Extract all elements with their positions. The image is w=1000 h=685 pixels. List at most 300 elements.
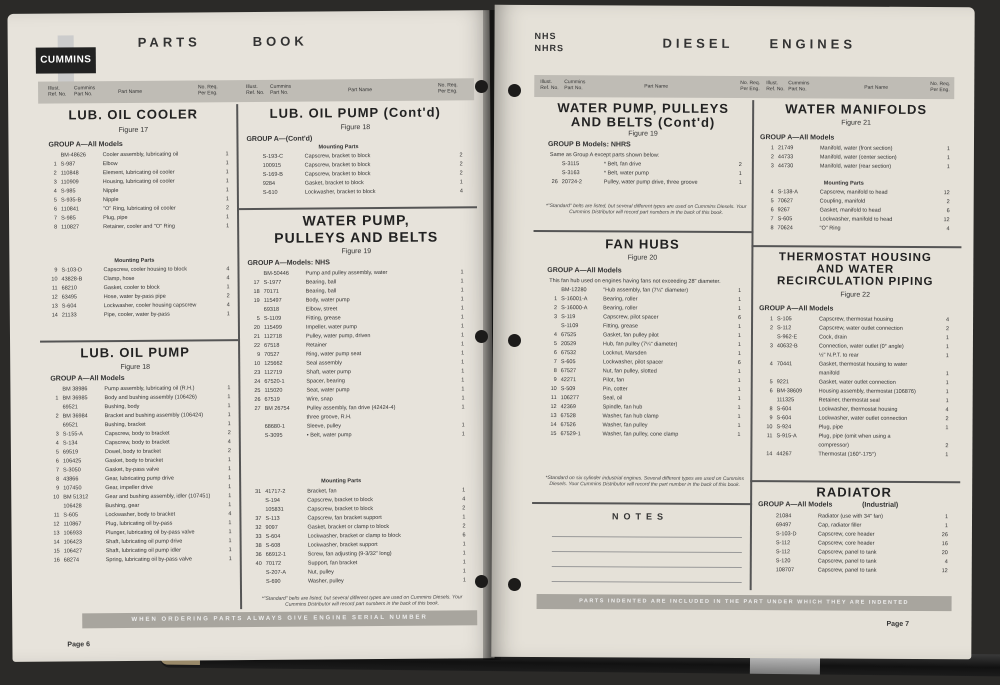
cell-quantity: 4 <box>944 559 948 566</box>
cell-part-number: 69318 <box>263 306 280 313</box>
cell-quantity: 1 <box>737 324 742 331</box>
cell-quantity: 2 <box>945 416 949 423</box>
cell-part-number: 40632-B <box>776 343 798 350</box>
cell-quantity: 1 <box>945 344 949 351</box>
cell-quantity: 4 <box>226 266 230 273</box>
cell-quantity: 1 <box>226 223 230 230</box>
cell-part-number: S-604 <box>265 533 281 540</box>
cell-part-name: Capscrew, cooler housing to block <box>103 266 187 274</box>
cell-ref: 14 <box>51 312 58 319</box>
group-label: GROUP A—All Models <box>50 374 125 383</box>
cell-part-number: 21133 <box>61 312 77 319</box>
cell-part-number: S-605 <box>63 512 79 519</box>
cell-part-number: 69519 <box>62 449 79 456</box>
cell-part-name: Housing, lubricating oil cooler <box>102 178 175 186</box>
cell-part-number: BM 36985 <box>62 395 88 402</box>
cell-quantity: 1 <box>944 523 949 530</box>
cell-ref: 33 <box>255 533 262 540</box>
cell-ref: 18 <box>253 288 260 295</box>
cell-ref: 4 <box>553 332 557 339</box>
cell-quantity: 1 <box>461 404 465 411</box>
cell-part-name: Shaft, lubricating oil pump idler <box>105 547 181 555</box>
cummins-logo: CUMMINS <box>36 47 96 73</box>
cell-part-name: Bearing, ball <box>305 279 337 286</box>
cell-ref: 19 <box>253 297 260 304</box>
cell-part-number: S-935-B <box>60 197 82 204</box>
cell-quantity: 1 <box>228 538 232 545</box>
cell-ref: 15 <box>550 431 557 438</box>
cell-part-name: Lockwasher, water outlet connection <box>818 415 908 422</box>
cell-quantity: 4 <box>228 511 232 518</box>
cell-ref: 40 <box>255 560 262 567</box>
cell-ref: 4 <box>770 189 774 196</box>
cell-quantity: 1 <box>946 146 950 153</box>
cell-part-number: S-924 <box>776 424 792 431</box>
cell-part-name: Pipe, cooler, water by-pass <box>103 311 170 319</box>
cell-part-number: 106425 <box>62 458 82 465</box>
cell-quantity: 1 <box>946 164 950 171</box>
cell-part-name: Retainer, thermostat seal <box>818 397 880 404</box>
cell-part-name: Support, fan bracket <box>307 560 358 567</box>
cell-ref: 4 <box>53 188 57 195</box>
cell-quantity: 1 <box>460 332 465 339</box>
cell-quantity: 2 <box>459 170 463 177</box>
cell-quantity: 2 <box>462 523 466 530</box>
cell-quantity: 1 <box>461 395 465 402</box>
cell-quantity: 1 <box>228 493 232 500</box>
cell-part-number: S-610 <box>262 189 278 196</box>
cell-quantity: 6 <box>462 532 466 539</box>
cell-ref: 3 <box>770 163 774 170</box>
cell-part-number: 125662 <box>264 360 283 367</box>
cell-ref: 5 <box>256 315 260 322</box>
cell-part-number: S-105 <box>777 316 792 323</box>
cell-quantity: 1 <box>737 423 741 430</box>
cell-part-name: Plug, pipe <box>103 214 128 222</box>
cell-part-name: Washer, fan pulley, cone clamp <box>602 431 679 438</box>
group-label: GROUP A—All Models <box>48 141 123 149</box>
cell-quantity: 1 <box>227 385 231 392</box>
cell-part-number: S-3095 <box>264 432 283 439</box>
cell-ref: 10 <box>254 360 261 367</box>
cell-part-number: 110827 <box>61 224 80 231</box>
cell-part-name: Elbow, street <box>305 306 338 313</box>
cell-part-number: 67525 <box>560 332 577 339</box>
cell-part-name: Hub, fan pulley (7¼" diameter) <box>602 341 678 348</box>
cell-ref: 9 <box>54 267 58 274</box>
cell-part-name: Spindle, fan hub <box>602 404 643 411</box>
cell-part-name: Capscrew, core header <box>817 540 875 547</box>
cell-part-name: Gasket, body to bracket <box>104 457 164 465</box>
cell-quantity: 1 <box>462 568 466 575</box>
cell-ref: 3 <box>53 179 57 186</box>
cell-part-name: Capscrew, core header <box>817 531 875 538</box>
section-title: RADIATOR <box>816 484 892 500</box>
cell-quantity: 1 <box>460 278 464 285</box>
cell-part-name: Nipple <box>102 188 119 195</box>
cell-quantity: 12 <box>941 568 948 575</box>
cell-ref: 37 <box>255 515 262 522</box>
cell-quantity: 1 <box>461 350 465 357</box>
cell-part-name: Bushing, bracket <box>104 421 146 429</box>
cell-part-name: Plug, lubricating oil by-pass <box>105 520 173 528</box>
cell-quantity: 4 <box>946 226 950 233</box>
cell-part-number: S-103-D <box>61 267 82 274</box>
cell-quantity: 16 <box>941 541 948 548</box>
binder-hole <box>508 334 521 347</box>
cell-quantity: 1 <box>944 514 949 521</box>
page-header-right: BOOK <box>252 33 308 49</box>
cell-part-name: Seat, water pump <box>306 387 350 394</box>
cell-part-name: Gasket, cooler to block <box>103 284 160 292</box>
section-title-line2: AND BELTS (Cont'd) <box>570 114 716 130</box>
cell-quantity: 4 <box>945 407 949 414</box>
cell-quantity: 1 <box>461 377 465 384</box>
cell-ref: 7 <box>770 216 774 223</box>
cell-part-name: Nut, pulley <box>307 569 334 576</box>
cell-ref: 10 <box>766 424 773 431</box>
cell-part-number: 42271 <box>560 377 577 384</box>
cell-part-number: 106277 <box>560 395 580 402</box>
cell-part-name: Connection, water outlet (0° angle) <box>818 343 904 350</box>
group-label: GROUP A—All Models <box>759 305 834 313</box>
cell-part-number: 69497 <box>775 522 792 529</box>
footer-bar: WHEN ORDERING PARTS ALWAYS GIVE ENGINE SERIAL NUMBER <box>82 610 477 628</box>
cell-ref: 36 <box>255 551 262 558</box>
cell-quantity: 1 <box>460 269 464 276</box>
cell-part-name: "O" Ring <box>819 225 841 232</box>
cell-quantity: 1 <box>460 323 464 330</box>
page-header-left: DIESEL <box>662 35 734 51</box>
cell-part-number: S-207-A <box>265 569 287 576</box>
figure-label: Figure 22 <box>840 291 870 299</box>
cell-part-name: Capscrew, pilot spacer <box>603 314 659 321</box>
figure-label: Figure 20 <box>627 254 658 262</box>
cell-part-name: Lockwasher, body to bracket <box>105 511 176 519</box>
cell-part-name: Seal assembly <box>306 360 343 367</box>
cell-part-number: 111325 <box>776 397 795 404</box>
footer-bar: PARTS INDENTED ARE INCLUDED IN THE PART UNDER WHICH THEY ARE INDENTED <box>537 594 952 611</box>
column-header-bar: Illust. Ref. No. Cummins Part No. Part Name No. Req. Per Eng. Illust. Ref. No. Cummins Part No. Part Name No. Req. Per Eng. <box>534 75 954 99</box>
table-row <box>245 187 465 198</box>
cell-part-number: 110909 <box>60 179 79 186</box>
cell-part-number: 67528 <box>560 413 576 420</box>
cell-part-name: Retainer <box>306 342 327 349</box>
cell-ref: 11 <box>766 433 773 440</box>
cell-part-number: 110867 <box>63 521 82 528</box>
table-row <box>758 566 950 576</box>
cell-quantity: 26 <box>941 532 948 539</box>
binder-hole <box>508 578 521 591</box>
cell-quantity: 1 <box>737 396 741 403</box>
cell-part-number: 107450 <box>63 485 82 492</box>
table-row <box>43 222 231 232</box>
cell-part-number: S-119 <box>561 314 576 321</box>
footnote: *Standard on six cylinder industrial engines. Several different types are used on Cummins Diesels. Your Cummins Distributor will record the part number in the back of this book. <box>545 475 744 489</box>
cell-part-name: Cock, drain <box>818 334 847 341</box>
cell-quantity: 1 <box>225 214 230 221</box>
cell-ref: 12 <box>550 404 557 411</box>
cell-part-number: 67532 <box>560 350 577 357</box>
cell-part-number: BM-48626 <box>60 152 86 159</box>
cell-part-name: Washer, fan hub clamp <box>602 413 659 420</box>
cell-part-name: Lockwasher, bracket support <box>307 542 378 549</box>
cell-quantity: 1 <box>737 342 741 349</box>
cell-quantity: 1 <box>228 520 232 527</box>
cell-ref: 3 <box>553 314 558 321</box>
cell-ref: 6 <box>770 207 774 214</box>
cell-part-number: S-690 <box>265 578 281 585</box>
cell-ref: 20 <box>253 324 260 331</box>
cell-ref: 5 <box>769 379 773 386</box>
cell-part-number: 115020 <box>264 387 283 394</box>
cell-part-number: 43828-B <box>61 276 83 283</box>
cell-part-number: S-985 <box>61 215 76 222</box>
cell-quantity: 1 <box>462 514 466 521</box>
cell-part-number: 20529 <box>560 341 577 348</box>
section-title: WATER PUMP, <box>302 211 410 229</box>
footnote: *"Standard" belts are listed, but several different types are used on Cummins Diesels. Your Cummins Distributor will record part numbers in the back of this book. <box>261 594 463 608</box>
cell-part-number: S-112 <box>775 549 791 556</box>
cell-ref: 7 <box>553 359 557 366</box>
cell-part-name: Washer, fan pulley <box>602 422 648 429</box>
cell-part-number: 70624 <box>777 225 793 232</box>
cell-part-number: BM-12280 <box>561 287 587 294</box>
cell-part-name: Capscrew, water outlet connection <box>819 325 903 332</box>
cell-part-number: 110841 <box>60 206 79 213</box>
cell-quantity: 1 <box>227 403 231 410</box>
cell-ref: 7 <box>53 215 58 222</box>
cell-part-number: 66912-1 <box>265 551 286 558</box>
cell-quantity: 1 <box>461 359 465 366</box>
cell-quantity: 1 <box>225 178 229 185</box>
cell-part-name: "Hub assembly, fan (7¼" diameter) <box>603 287 689 294</box>
cell-ref: 13 <box>53 530 60 537</box>
right-page: NHS NHRS DIESEL ENGINES Illust. Ref. No. Cummins Part No. Part Name No. Req. Per Eng. Illust. Ref. No. Cummins Part No. Part Name No. Req. Per Eng. WATER PUMP, PULLEYS AND BELTS (Cont'd) Figure 19 GROUP B Models: NHRS Same as Group A except parts shown below: S-3115 * Belt, fan drive 2 S-3163 * Belt, water pump 1 26 20724-2 Pulley, water pump drive, three groove 1 *"Standard" belts are listed, but several different types are used on Cummins Diesels. Your Cummins Distributor will record part numbers in the back of this book. FAN HUBS Figure 20 GROUP A—All Models This fan hub used on engines having fans not exceeding 28" diameter. BM-12280 "Hub assembly, fan (7¼" diameter) 1 1 S-16001-A Bearing, roller 1 2 S-16000-A Bearing, roller 1 3 S-119 Capscrew, pilot spacer 6 S-1109 Fitting, grease 1 4 67525 Gasket, fan pulley pilot 1 5 20529 Hub, fan pulley (7¼" diameter) 1 6 67532 Locknut, Marsden 1 7 S-605 Lockwasher, pilot spacer 6 8 67527 Nut, fan pulley, slotted 1 9 42271 Pilot, fan 1 10 S-509 Pin, cotter 1 11 106277 Seal, oil 1 12 42369 Spindle, fan hub 1 13 67528 Washer, fan hub clamp 1 14 67526 Washer, fan pulley 1 15 67529-1 Washer, fan pulley, cone clamp 1 *Standard on six cylinder industrial engines. Several different types are used on Cummins Diesels. Your Cummins Distributor will record the part number in the back of this book. NOTES WATER MANIFOLDS Figure 21 GROUP A—All Models 1 21749 Manifold, water (front section) 1 2 44733 Manifold, water (center section) 1 3 44730 Manifold, water (rear section) 1 Mounting Parts 4 S-138-A Capscrew, manifold to head 12 5 70627 Coupling, manifold 2 6 9267 Gasket, manifold to head 6 7 S-605 Lockwasher, manifold to head 12 8 70624 "O" Ring 4 THERMOSTAT HOUSING AND WATER RECIRCULATION PIPING Figure 22 GROUP A—All Models 1 S-105 Capscrew, thermostat housing 4 2 S-112 Capscrew, water outlet connection 2 S-962-E Cock, drain 1 3 40632-B Connection, water outlet (0° angle) 1 ½" N.P.T. to rear 1 4 70441 Gasket, thermostat housing to water manifold 1 5 9221 Gasket, water outlet connection 1 6 BM-38609 Housing assembly, thermostat (106876) 1 111325 Retainer, thermostat seal 1 8 S-604 Lockwasher, thermostat housing 4 9 S-604 Lockwasher, water outlet connection 2 10 S-924 Plug, pipe 1 11 S-915-A Plug, pipe (omit when using a compressor) 2 14 44267 Thermostat (160°-175°) 1 RADIATOR GROUP A—All Models (Industrial) 21084 Radiator (use with 34" fan) 1 69497 Cap, radiator filler 1 S-103-D Capscrew, core header 26 S-112 Capscrew, core header 16 S-112 Capscrew, panel to tank 20 S-120 Capscrew, panel to tank 4 108707 Capscrew, panel to tank 12 PARTS INDENTED ARE INCLUDED IN THE PART UNDER WHICH THEY ARE INDENTED Page 7 <box>491 5 974 660</box>
cell-part-number: S-194 <box>265 497 281 504</box>
cell-part-name: compressor) <box>818 442 849 449</box>
cell-part-number: S-987 <box>60 161 76 168</box>
cell-quantity: 6 <box>946 208 950 215</box>
cell-ref: 8 <box>769 406 773 413</box>
cell-part-number: 21084 <box>776 513 792 520</box>
cell-ref: 3 <box>769 343 773 350</box>
cell-quantity: 1 <box>225 151 229 158</box>
footnote: *"Standard" belts are listed, but several different types are used on Cummins Diesels. Your Cummins Distributor will record part numbers in the back of this book. <box>545 203 747 216</box>
cell-part-number: 44267 <box>776 451 792 458</box>
cell-part-number: 105831 <box>265 506 284 513</box>
cell-part-name: Gasket, water outlet connection <box>818 379 896 386</box>
cell-quantity: 1 <box>738 297 742 304</box>
cell-part-number: S-112 <box>775 540 791 547</box>
cell-ref: 32 <box>255 524 262 531</box>
cell-part-name: Radiator (use with 34" fan) <box>818 513 883 520</box>
cell-quantity: 1 <box>228 529 232 536</box>
cell-quantity: 1 <box>227 466 232 473</box>
cell-part-number: S-1109 <box>263 315 282 322</box>
cell-part-name: three groove, R.H. <box>306 414 352 421</box>
cell-part-name: Gasket, by-pass valve <box>105 466 160 474</box>
cell-ref: 10 <box>550 386 557 393</box>
cell-quantity: 4 <box>945 317 950 324</box>
cell-quantity: 1 <box>946 155 950 162</box>
section-title: FAN HUBS <box>605 236 680 252</box>
cell-part-name: Gear, impeller drive <box>105 484 153 492</box>
cell-part-number: S-915-A <box>776 433 797 440</box>
cell-ref: 2 <box>769 325 774 332</box>
cell-quantity: 1 <box>737 351 741 358</box>
cell-part-name: Sleeve, pulley <box>306 423 341 430</box>
cell-part-name: Capscrew, body to bracket <box>104 430 170 438</box>
model-code: NHS <box>534 30 557 42</box>
cell-part-name: Body and bushing assembly (106426) <box>104 394 197 402</box>
cell-part-number: S-605 <box>560 359 576 366</box>
cell-ref: 31 <box>255 488 262 495</box>
section-title: WATER MANIFOLDS <box>785 101 928 118</box>
cell-quantity: 1 <box>737 387 741 394</box>
section-title: THERMOSTAT HOUSING <box>778 251 932 265</box>
cell-part-name: Gasket, manifold to head <box>819 207 881 214</box>
cell-part-number: 69521 <box>62 422 79 429</box>
cell-quantity: 4 <box>462 496 466 503</box>
cell-part-number: 106427 <box>63 548 83 555</box>
cell-quantity: 1 <box>738 306 742 313</box>
cell-part-name: Bearing, ball <box>305 288 337 295</box>
cell-part-name: Plug, pipe <box>818 424 843 431</box>
cell-part-name: Bearing, roller <box>603 296 638 303</box>
cell-quantity: 1 <box>225 169 229 176</box>
cell-part-name: Capscrew, panel to tank <box>817 558 877 565</box>
cell-ref: 1 <box>770 145 774 152</box>
cell-part-name: Lockwasher, bracket to block <box>304 189 376 196</box>
cell-ref: 7 <box>55 467 60 474</box>
cell-part-name: Manifold, water (rear section) <box>819 163 892 170</box>
cell-part-number: BM-50446 <box>263 270 289 277</box>
cell-part-name: Hose, water by-pass pipe <box>103 293 166 301</box>
cell-quantity: 2 <box>227 430 231 437</box>
cell-quantity: 1 <box>225 187 229 194</box>
cell-part-name: Bushing, body <box>104 403 140 411</box>
table-row <box>760 162 952 172</box>
cell-ref: 4 <box>55 440 59 447</box>
cell-quantity: 1 <box>462 541 466 548</box>
cell-part-number: 67526 <box>560 422 576 429</box>
cell-part-number: 21749 <box>777 145 794 152</box>
cell-part-number: 100915 <box>262 162 282 169</box>
cell-part-number: 9097 <box>265 524 278 531</box>
cell-ref: 14 <box>53 539 60 546</box>
table-row <box>247 430 467 441</box>
cell-part-number: BM 51312 <box>63 494 89 501</box>
cell-quantity: 1 <box>228 547 232 554</box>
cell-ref: 26 <box>254 396 261 403</box>
cell-part-number: S-16001-A <box>561 296 588 303</box>
group-label: GROUP A—All Models <box>547 267 622 275</box>
cell-ref: 6 <box>769 388 773 395</box>
column-header-bar: Illust. Ref. No. Cummins Part No. Part Name No. Req. Per Eng. Illust. Ref. No. Cummins Part No. Part Name No. Req. Per Eng. <box>38 78 474 103</box>
cell-quantity: 1 <box>737 333 741 340</box>
cell-part-name: Capscrew, bracket to block <box>304 171 371 178</box>
cell-ref: 10 <box>51 276 58 283</box>
cell-ref: 11 <box>51 285 58 292</box>
cell-part-name: Capscrew, bracket to block <box>307 506 374 513</box>
cell-quantity: 4 <box>226 275 230 282</box>
cell-quantity: 2 <box>462 505 466 512</box>
cell-part-number: 112719 <box>264 369 283 376</box>
cell-ref: 26 <box>551 179 558 186</box>
cell-part-name: * Belt, water pump <box>603 170 649 177</box>
section-title: WATER PUMP, PULLEYS <box>557 100 730 116</box>
cell-ref: 12 <box>51 294 58 301</box>
cell-ref: 14 <box>766 451 773 458</box>
cell-quantity: 4 <box>227 439 231 446</box>
cell-part-name: Capscrew, panel to tank <box>817 549 877 556</box>
cell-ref: 9 <box>553 377 557 384</box>
cell-part-number: S-120 <box>775 558 791 565</box>
cell-ref: 21 <box>253 333 261 340</box>
cell-part-name: manifold <box>818 370 840 377</box>
figure-label: Figure 21 <box>841 119 871 127</box>
cell-ref: 15 <box>53 548 60 555</box>
cell-ref: 38 <box>255 542 262 549</box>
page-header-left: PARTS <box>137 34 201 50</box>
cell-quantity: 4 <box>226 302 230 309</box>
cell-part-name: Lockwasher, pilot spacer <box>602 359 664 366</box>
cell-quantity: 2 <box>227 448 231 455</box>
cell-quantity: 2 <box>459 161 463 168</box>
cell-quantity: 1 <box>738 171 742 178</box>
cell-part-number: 9267 <box>777 207 790 214</box>
cell-quantity: 2 <box>226 293 230 300</box>
cell-part-number: S-112 <box>777 325 792 332</box>
cell-quantity: 1 <box>945 380 949 387</box>
cell-quantity: 1 <box>227 457 231 464</box>
cell-ref: 9 <box>56 485 60 492</box>
cell-part-number: 115499 <box>263 324 282 331</box>
cell-part-number: S-113 <box>265 515 280 522</box>
cell-part-name: Nut, fan pulley, slotted <box>602 368 657 375</box>
cell-part-name: Plug, pipe (omit when using a <box>818 433 891 440</box>
cell-part-number: 70527 <box>264 351 280 358</box>
cell-part-number: 44733 <box>777 154 794 161</box>
cell-quantity: 1 <box>462 577 466 584</box>
cell-part-name: Capscrew, panel to tank <box>817 567 877 574</box>
group-label: GROUP A—All Models <box>758 501 833 509</box>
cell-ref: 24 <box>254 378 261 385</box>
cell-quantity: 2 <box>945 326 950 333</box>
cell-ref: 1 <box>769 316 774 323</box>
table-row <box>44 310 232 320</box>
cell-part-number: S-604 <box>776 415 792 422</box>
cell-quantity: 1 <box>460 305 464 312</box>
page-number: Page 6 <box>67 641 91 649</box>
table-row <box>46 555 234 565</box>
cell-part-number: 9284 <box>262 180 276 187</box>
figure-label: Figure 18 <box>120 363 151 372</box>
cell-part-name: Manifold, water (front section) <box>819 145 893 152</box>
figure-label: Figure 19 <box>628 130 658 138</box>
cell-ref: 11 <box>53 512 60 519</box>
cell-quantity: 2 <box>459 152 463 159</box>
cell-part-name: Cooler assembly, lubricating oil <box>102 151 179 159</box>
cell-part-name: Pulley, water pump, driven <box>305 333 371 340</box>
cell-part-name: Ring, water pump seat <box>306 351 362 358</box>
cell-ref: 5 <box>553 341 557 348</box>
cell-ref: 6 <box>553 350 557 357</box>
cell-part-name: Clamp, hose <box>103 275 135 283</box>
cell-quantity: 1 <box>737 405 741 412</box>
cell-quantity: 1 <box>228 484 232 491</box>
